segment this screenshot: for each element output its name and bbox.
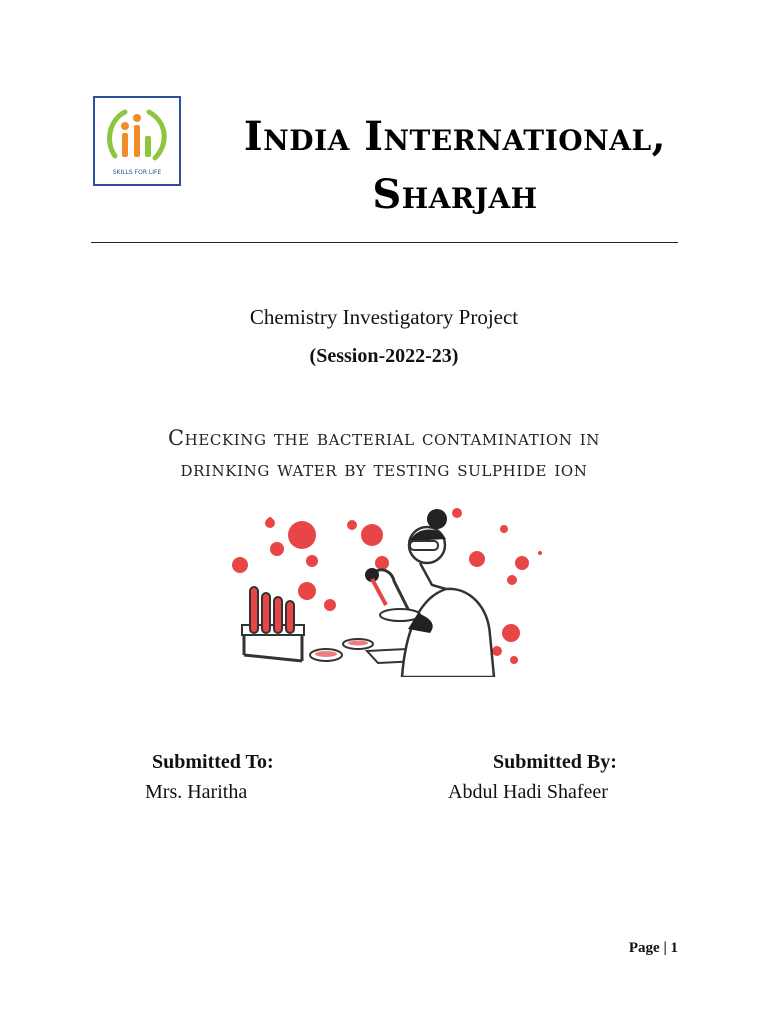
test-tube-rack	[242, 587, 304, 661]
submitted-to-name: Mrs. Haritha	[145, 781, 248, 803]
petri-dishes	[310, 639, 418, 663]
school-name-line2: Sharjah	[372, 171, 538, 218]
session-label: (Session-2022-23)	[309, 345, 459, 367]
school-logo	[93, 96, 181, 186]
school-name	[205, 108, 705, 224]
scientist-illustration	[222, 505, 546, 677]
submitted-by-label: Submitted By:	[493, 751, 617, 773]
school-logo-icon	[95, 98, 179, 184]
header-divider	[91, 242, 678, 243]
logo-tagline: SKILLS FOR LIFE	[112, 169, 162, 176]
topic-line2: drinking water by testing sulphide ion	[180, 457, 588, 481]
topic-line1: Checking the bacterial contamination in	[168, 426, 600, 450]
submitted-by-name: Abdul Hadi Shafeer	[448, 781, 608, 803]
project-title: Chemistry Investigatory Project	[249, 305, 519, 329]
page-number: Page | 1	[628, 940, 678, 956]
submitted-to-label: Submitted To:	[152, 751, 274, 773]
project-topic	[120, 423, 648, 485]
school-name-line1: India International,	[243, 113, 667, 160]
bacteria-dots	[232, 508, 542, 664]
